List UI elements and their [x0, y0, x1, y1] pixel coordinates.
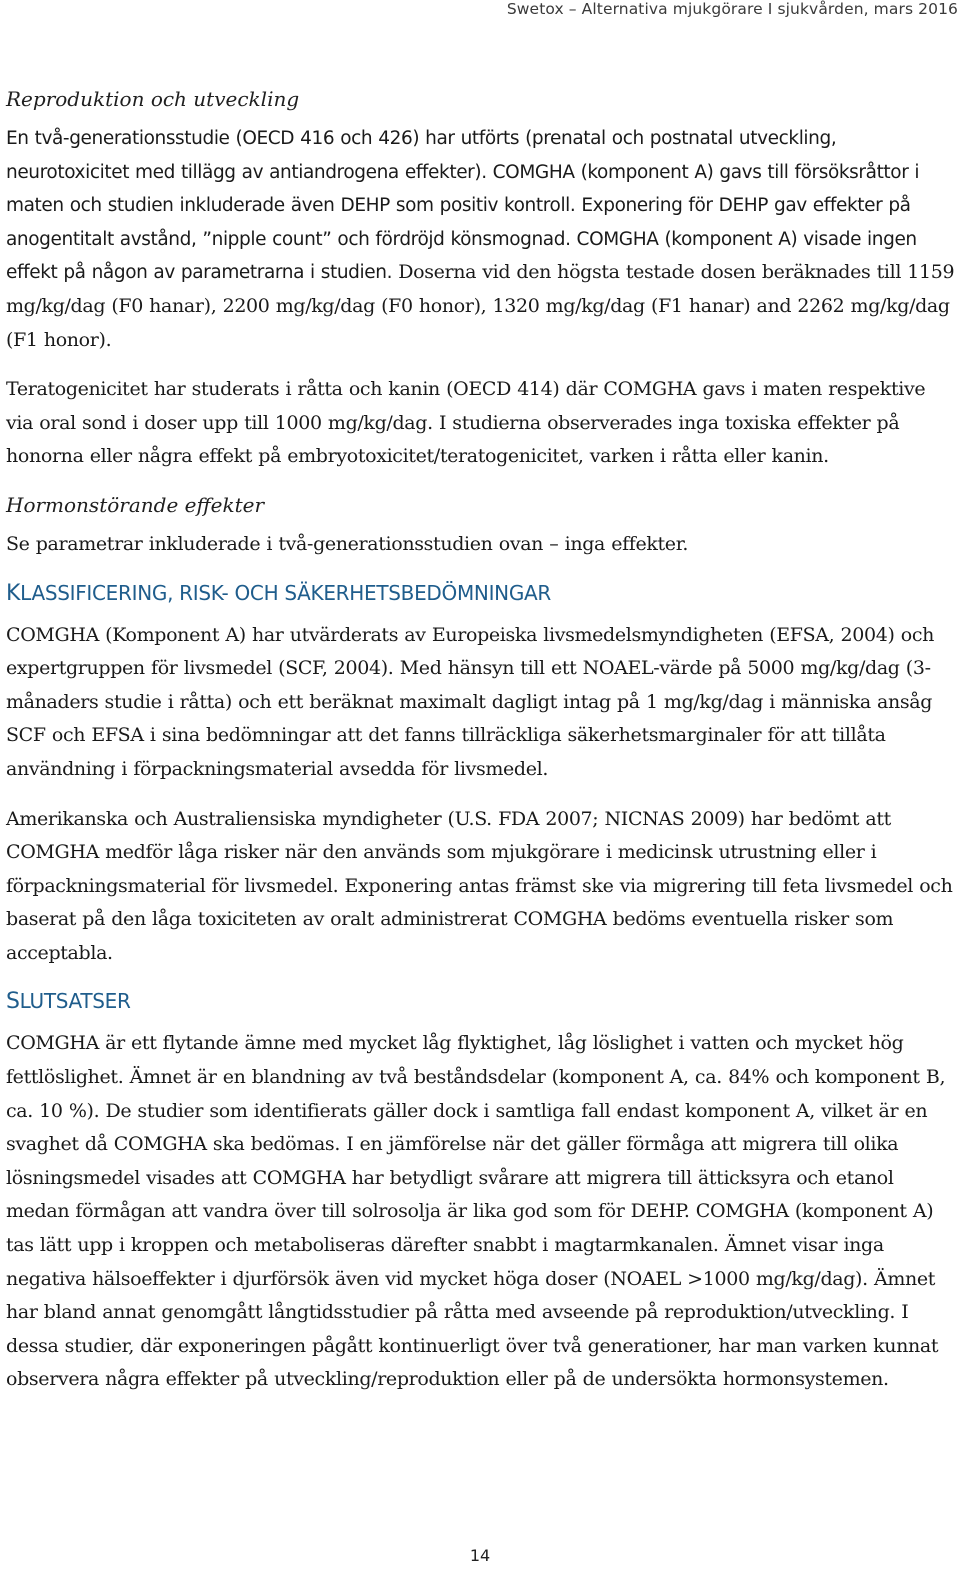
- paragraph-us-australian-assessment: Amerikanska och Australiensiska myndigheter (U.S. FDA 2007; NICNAS 2009) har bedömt att COMGHA medför låga risker när den används som mjukgörare i medicinsk utrustning eller i förpackningsmaterial för livsmedel. Exponering antas främst ske via migrering till feta livsmedel och baserat på den låga toxiciteten av oralt administrerat COMGHA bedöms eventuella risker som acceptabla.: [6, 807, 953, 964]
- heading-conclusions: [6, 986, 956, 1017]
- paragraph-efsa-assessment: COMGHA (Komponent A) har utvärderats av Europeiska livsmedelsmyndigheten (EFSA, 2004) och expertgruppen för livsmedel (SCF, 2004). Med hänsyn till ett NOAEL-värde på 5000 mg/kg/dag (3-månaders studie i råtta) och ett beräknat maximalt dagligt intag på 1 mg/kg/dag i människa ansåg SCF och EFSA i sina bedömningar att det fanns tillräckliga säkerhetsmarginaler för att tillåta användning i förpackningsmaterial avsedda för livsmedel.: [6, 623, 934, 780]
- paragraph-teratogenicity: Teratogenicitet har studerats i råtta och kanin (OECD 414) där COMGHA gavs i maten respektive via oral sond i doser upp till 1000 mg/kg/dag. I studierna observerades inga toxiska effekter på honorna eller några effekt på embryotoxicitet/teratogenicitet, varken i råtta eller kanin.: [6, 378, 926, 468]
- heading-rest: LUTSATSER: [19, 989, 131, 1014]
- page-content: [6, 84, 956, 1413]
- paragraph-serif-part: Doserna vid den högsta testade dosen beräknades till 1159 mg/kg/dag (F0 hanar), 2200 mg/kg/dag (F0 honor), 1320 mg/kg/dag (F1 hanar) and 2262 mg/kg/dag (F1 honor).: [6, 261, 955, 351]
- heading-rest: LASSIFICERING, RISK- OCH SÄKERHETSBEDÖMNINGAR: [20, 580, 552, 605]
- subheading-reproduction: Reproduktion och utveckling: [6, 87, 300, 111]
- heading-initial: K: [6, 580, 21, 606]
- paragraph-endocrine: Se parametrar inkluderade i två-generationsstudien ovan – inga effekter.: [6, 532, 689, 555]
- heading-initial: S: [6, 989, 20, 1015]
- paragraph-sans-part: En två-generationsstudie (OECD 416 och 426) har utförts (prenatal och postnatal utveckling, neurotoxicitet med tillägg av antiandrogena effekter). COMGHA (komponent A) gavs till försöksråttor i maten och studien inkluderade även DEHP som positiv kontroll. Exponering för DEHP gav effekter på anogentitalt avstånd, ”nipple count” och fördröjd könsmognad. COMGHA (komponent A) visade ingen effekt på någon av parametrarna i studien.: [6, 128, 920, 284]
- paragraph-two-generation-study: [6, 122, 956, 357]
- page-number: 14: [469, 1546, 491, 1565]
- subheading-endocrine: Hormonstörande effekter: [6, 492, 265, 517]
- paragraph-conclusions: COMGHA är ett flytande ämne med mycket låg flyktighet, låg löslighet i vatten och mycket hög fettlöslighet. Ämnet är en blandning av två beståndsdelar (komponent A, ca. 84% och komponent B, ca. 10 %). De studier som identifierats gäller dock i samtliga fall endast komponent A, vilket är en svaghet då COMGHA ska bedömas. I en jämförelse när det gäller förmåga att migrera till olika lösningsmedel visades att COMGHA har betydligt svårare att migrera till ätticksyra och etanol medan förmågan att vandra över till solrosolja är lika god som för DEHP. COMGHA (komponent A) tas lätt upp i kroppen och metaboliseras därefter snabbt i magtarmkanalen. Ämnet visar inga negativa hälsoeffekter i djurförsök även vid mycket höga doser (NOAEL >1000 mg/kg/dag). Ämnet har bland annat genomgått långtidsstudier på råtta med avseende på reproduktion/utveckling. I dessa studier, där exponeringen pågått kontinuerligt över två generationer, har man varken kunnat observera några effekter på utveckling/reproduktion eller på de undersökta hormonsystemen.: [6, 1032, 946, 1391]
- running-header: Swetox – Alternativa mjukgörare I sjukvården, mars 2016: [506, 0, 958, 18]
- heading-classification: [6, 578, 956, 609]
